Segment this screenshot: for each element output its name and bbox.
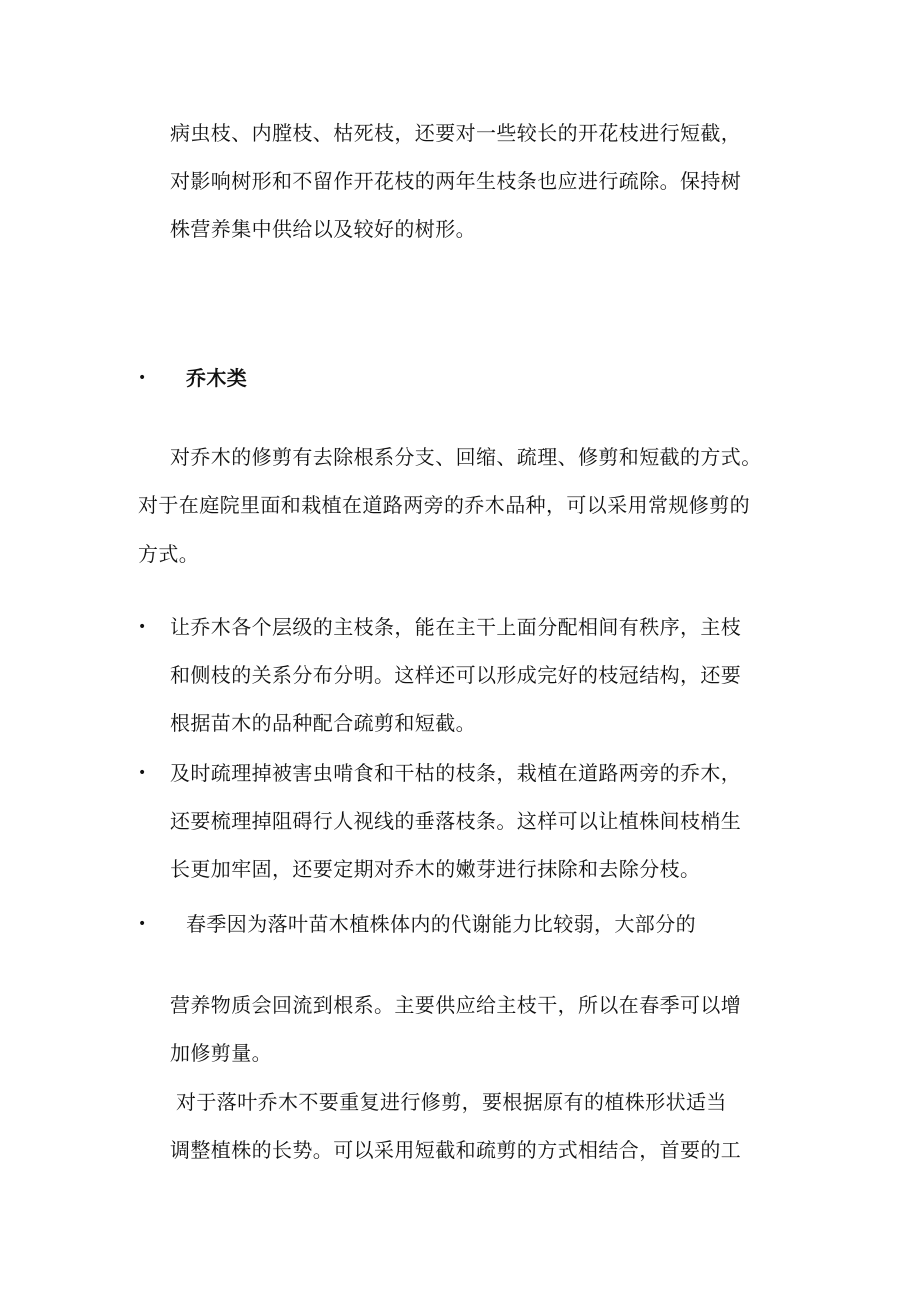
intro-line-1: 对乔木的修剪有去除根系分支、回缩、疏理、修剪和短截的方式。 bbox=[170, 445, 762, 469]
bullet-1-line-2: 和侧枝的关系分布分明。这样还可以形成完好的枝冠结构，还要 bbox=[170, 663, 742, 687]
bullet-2-line-3: 长更加牢固，还要定期对乔木的嫩芽进行抹除和去除分枝。 bbox=[170, 857, 701, 881]
bullet-1-marker: • bbox=[138, 619, 147, 635]
bullet-3-marker: • bbox=[138, 916, 147, 932]
last-paragraph-line-1: 对于落叶乔木不要重复进行修剪，要根据原有的植株形状适当 bbox=[176, 1090, 727, 1114]
bullet-2-line-2: 还要梳理掉阻碍行人视线的垂落枝条。这样可以让植株间枝梢生 bbox=[170, 809, 742, 833]
paragraph1-line-2: 对影响树形和不留作开花枝的两年生枝条也应进行疏除。保持树 bbox=[170, 169, 742, 193]
bullet-2-line-1: 及时疏理掉被害虫啃食和干枯的枝条，栽植在道路两旁的乔木， bbox=[170, 761, 742, 785]
continuation-line-1: 营养物质会回流到根系。主要供应给主枝干，所以在春季可以增 bbox=[170, 993, 742, 1017]
continuation-line-2: 加修剪量。 bbox=[170, 1041, 272, 1065]
bullet-2-marker: • bbox=[138, 765, 147, 781]
section-heading: 乔木类 bbox=[186, 366, 248, 390]
bullet-1-line-3: 根据苗木的品种配合疏剪和短截。 bbox=[170, 711, 476, 735]
bullet-3-line-1: 春季因为落叶苗木植株体内的代谢能力比较弱，大部分的 bbox=[186, 912, 696, 936]
intro-line-3: 方式。 bbox=[138, 542, 200, 566]
intro-line-2: 对于在庭院里面和栽植在道路两旁的乔木品种，可以采用常规修剪的 bbox=[138, 493, 750, 517]
bullet-1-line-1: 让乔木各个层级的主枝条，能在主干上面分配相间有秩序，主枝 bbox=[170, 615, 742, 639]
paragraph1-line-1: 病虫枝、内膛枝、枯死枝，还要对一些较长的开花枝进行短截， bbox=[170, 121, 742, 145]
section-bullet: • bbox=[138, 370, 147, 386]
last-paragraph-line-2: 调整植株的长势。可以采用短截和疏剪的方式相结合，首要的工 bbox=[170, 1138, 742, 1162]
paragraph1-line-3: 株营养集中供给以及较好的树形。 bbox=[170, 217, 476, 241]
